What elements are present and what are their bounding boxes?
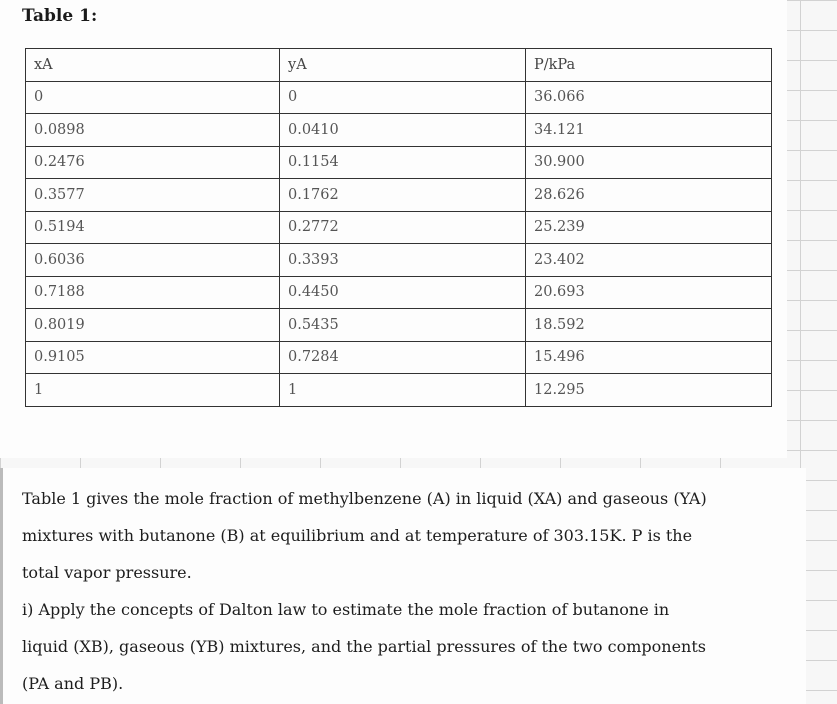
- header-xa: xA: [26, 49, 280, 82]
- header-ya: yA: [280, 49, 526, 82]
- table-row: [26, 374, 772, 407]
- cell-ya: 0.1154: [280, 146, 526, 179]
- cell-ya: 0.0410: [280, 114, 526, 147]
- table-row: [26, 211, 772, 244]
- cell-ya: 0.1762: [280, 179, 526, 212]
- cell-xa: 0.9105: [26, 341, 280, 374]
- cell-pressure: 18.592: [526, 309, 772, 342]
- description-line-2: mixtures with butanone (B) at equilibrium and at temperature of 303.15K. P is the: [22, 526, 693, 545]
- cell-pressure: 12.295: [526, 374, 772, 407]
- header-pressure: P/kPa: [526, 49, 772, 82]
- cell-pressure: 36.066: [526, 81, 772, 114]
- cell-pressure: 34.121: [526, 114, 772, 147]
- description-panel: [0, 468, 806, 704]
- table-row: [26, 114, 772, 147]
- cell-xa: 1: [26, 374, 280, 407]
- cell-ya: 1: [280, 374, 526, 407]
- table-row: [26, 146, 772, 179]
- table-row: [26, 309, 772, 342]
- cell-xa: 0.0898: [26, 114, 280, 147]
- cell-xa: 0.7188: [26, 276, 280, 309]
- cell-xa: 0.2476: [26, 146, 280, 179]
- table-header-row: [26, 49, 772, 82]
- question-line-1: i) Apply the concepts of Dalton law to estimate the mole fraction of butanone in: [22, 600, 670, 619]
- cell-pressure: 15.496: [526, 341, 772, 374]
- cell-pressure: 20.693: [526, 276, 772, 309]
- cell-pressure: 23.402: [526, 244, 772, 277]
- description-line-3: total vapor pressure.: [22, 563, 192, 582]
- cell-pressure: 28.626: [526, 179, 772, 212]
- cell-xa: 0.3577: [26, 179, 280, 212]
- cell-ya: 0.7284: [280, 341, 526, 374]
- table-title: Table 1:: [22, 6, 98, 26]
- question-line-3: (PA and PB).: [22, 674, 124, 693]
- cell-xa: 0.8019: [26, 309, 280, 342]
- cell-pressure: 25.239: [526, 211, 772, 244]
- cell-xa: 0: [26, 81, 280, 114]
- table-row: [26, 341, 772, 374]
- cell-ya: 0.2772: [280, 211, 526, 244]
- table-row: [26, 244, 772, 277]
- cell-ya: 0.5435: [280, 309, 526, 342]
- table-row: [26, 179, 772, 212]
- cell-xa: 0.5194: [26, 211, 280, 244]
- table-row: [26, 276, 772, 309]
- table-row: [26, 81, 772, 114]
- cell-ya: 0: [280, 81, 526, 114]
- cell-xa: 0.6036: [26, 244, 280, 277]
- cell-ya: 0.4450: [280, 276, 526, 309]
- data-table: [25, 48, 772, 407]
- description-line-1: Table 1 gives the mole fraction of methylbenzene (A) in liquid (XA) and gaseous (YA): [22, 489, 707, 508]
- cell-pressure: 30.900: [526, 146, 772, 179]
- cell-ya: 0.3393: [280, 244, 526, 277]
- question-line-2: liquid (XB), gaseous (YB) mixtures, and the partial pressures of the two components: [22, 637, 706, 656]
